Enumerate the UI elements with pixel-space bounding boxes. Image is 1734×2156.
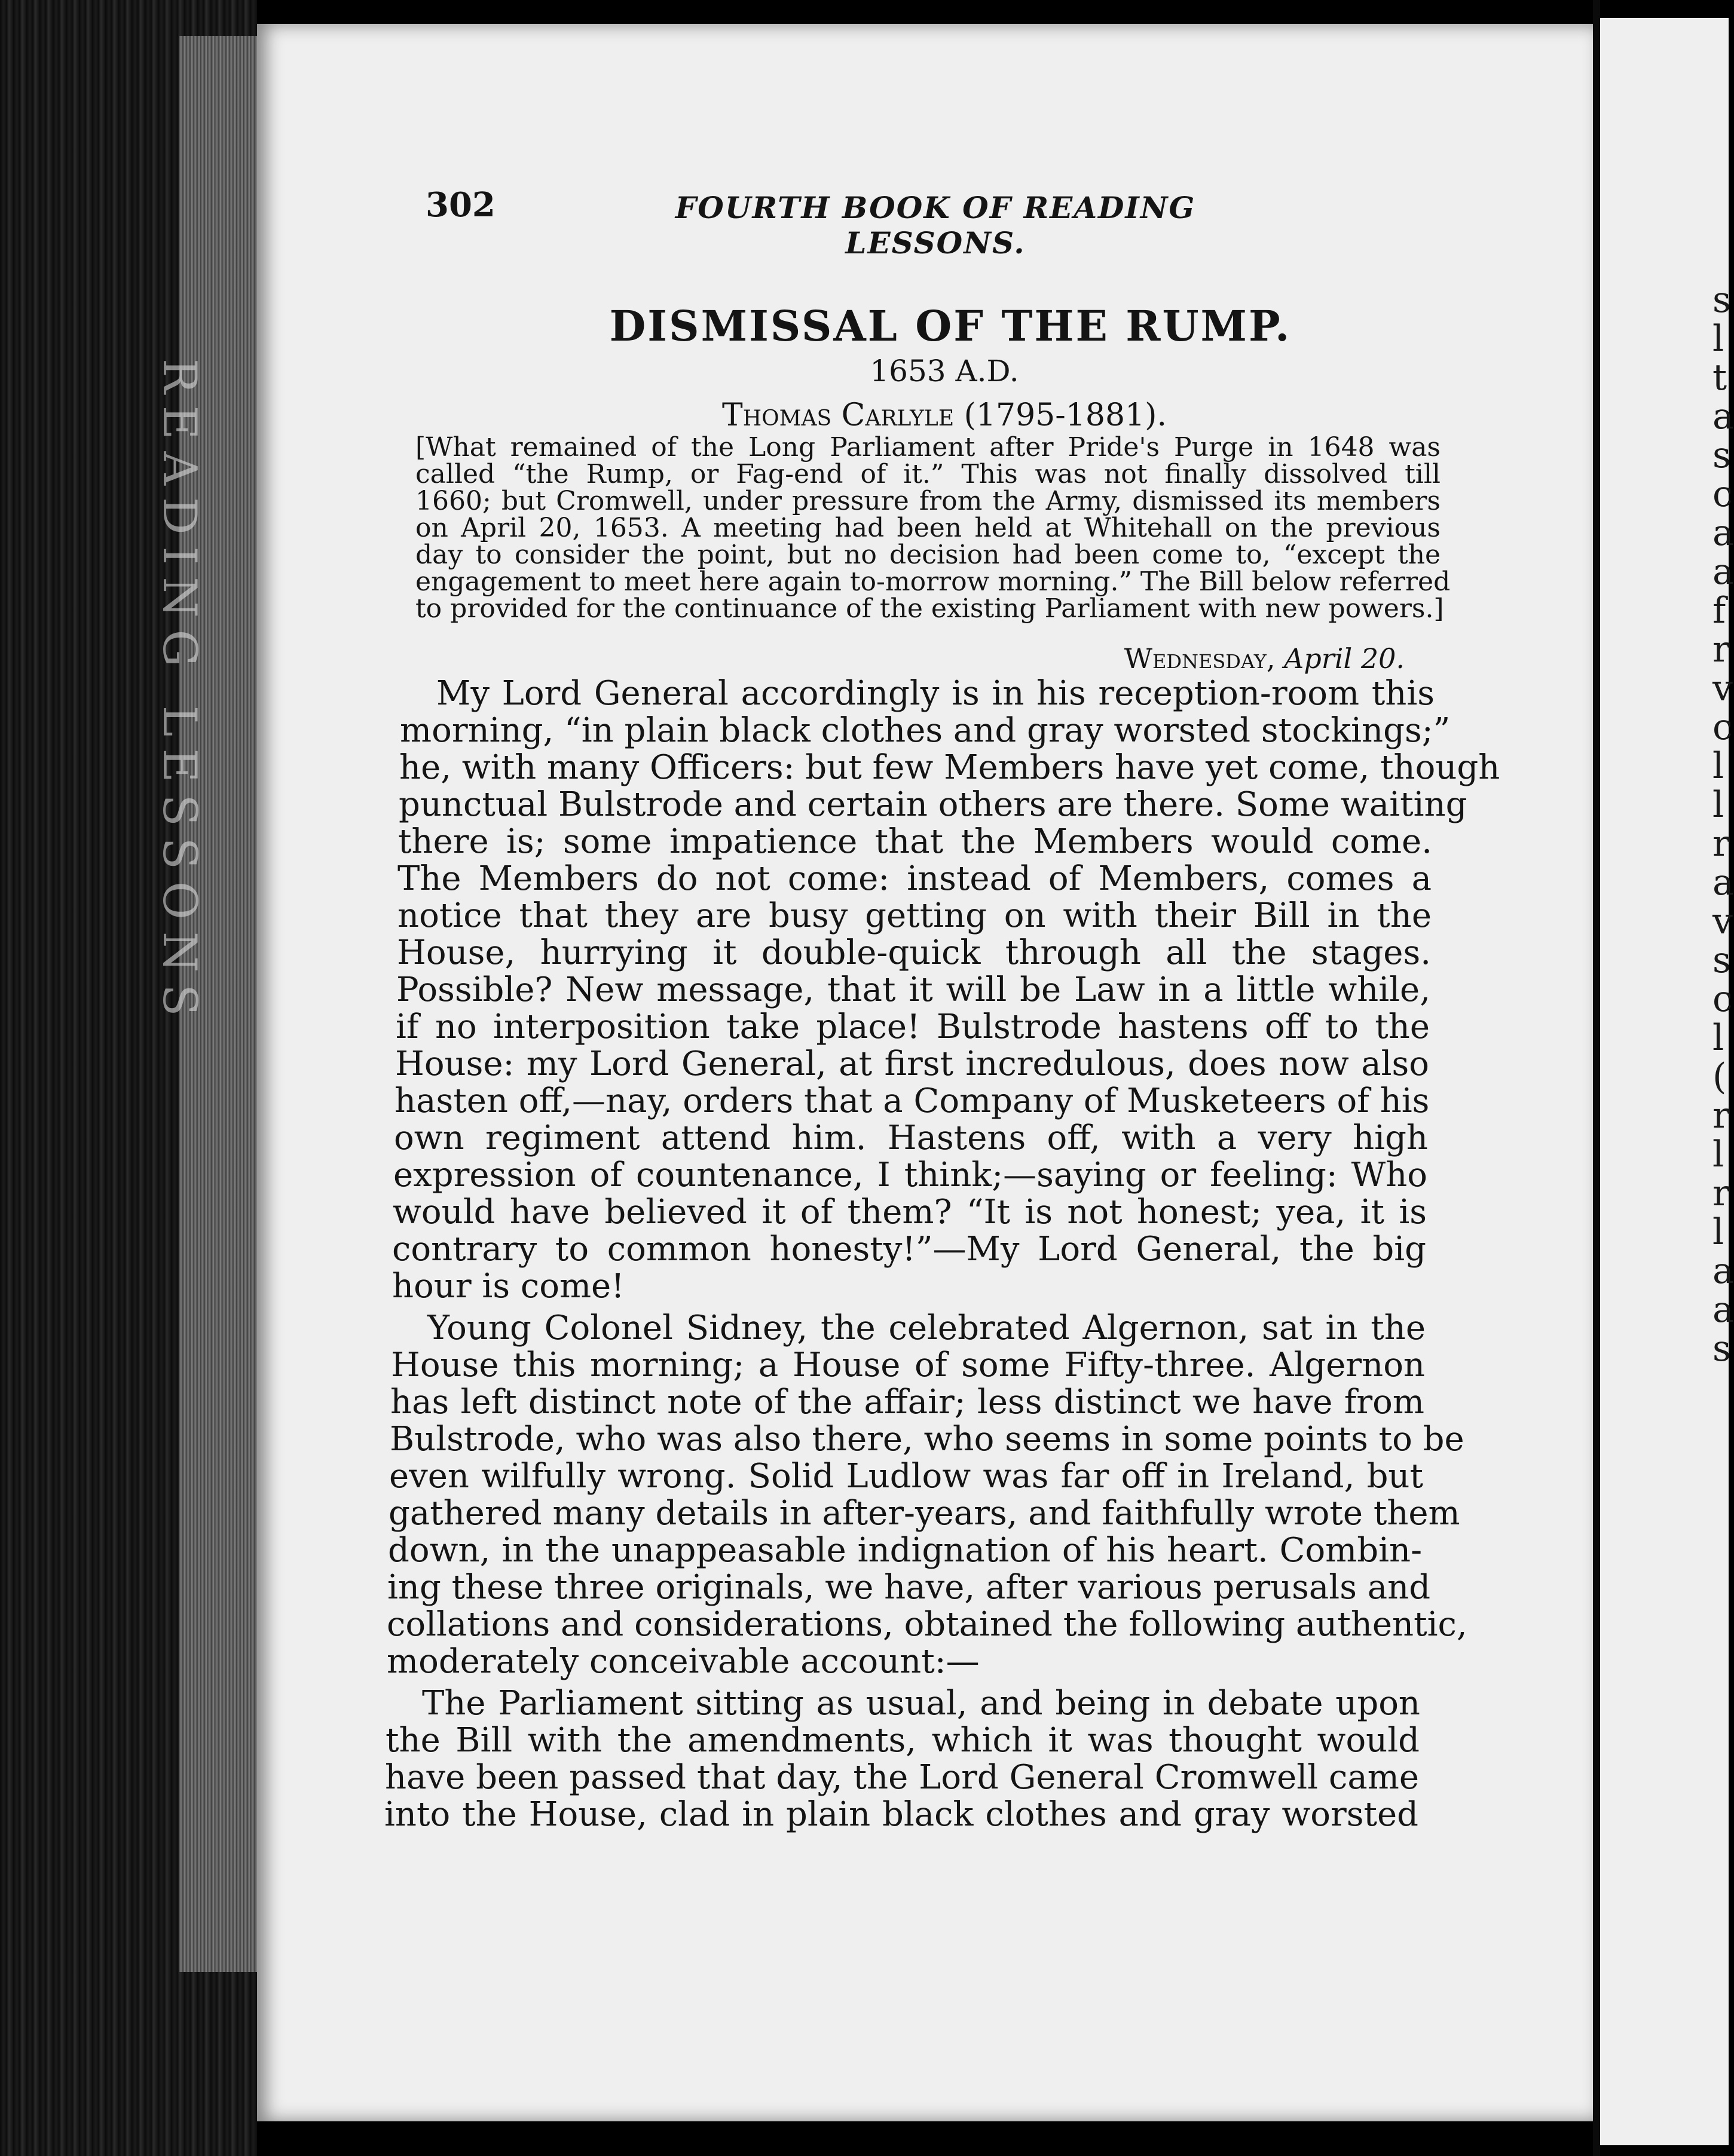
intro-line: engagement to meet here again to-morrow morning.” The Bill below referred	[415, 566, 1451, 597]
next-page-letter: l	[1712, 318, 1724, 360]
next-page-letters	[1712, 279, 1734, 1370]
body-line: notice that they are busy getting on with their Bill in the	[397, 896, 1432, 935]
body-line: down, in the unappeasable indignation of his heart. Combin-	[388, 1531, 1422, 1570]
body-line: collations and considerations, obtained the following authentic,	[387, 1605, 1467, 1644]
body-line: House: my Lord General, at first incredulous, does now also	[395, 1045, 1429, 1083]
next-page-letter: a	[1712, 862, 1734, 904]
next-page-letter: c	[1712, 978, 1733, 1020]
body-line: into the House, clad in plain black clothes and gray worsted	[384, 1795, 1418, 1834]
article-date: 1653 A.D.	[870, 354, 1019, 388]
next-page-letter: (	[1712, 1056, 1727, 1098]
next-page-letter: l	[1712, 1211, 1724, 1253]
next-page-letter: l	[1712, 1017, 1724, 1059]
body-line: has left distinct note of the affair; less distinct we have from	[390, 1383, 1424, 1422]
next-page-letter: s	[1712, 939, 1731, 981]
body-line: Possible? New message, that it will be Law in a little while,	[396, 970, 1430, 1009]
body-line: My Lord General accordingly is in his reception-room this	[436, 674, 1435, 713]
next-page-letter: s	[1712, 279, 1731, 321]
body-line: gathered many details in after-years, and faithfully wrote them	[389, 1494, 1460, 1533]
intro-line: to provided for the continuance of the existing Parliament with new powers.]	[415, 593, 1444, 624]
body-line: if no interposition take place! Bulstrode hastens off to the	[396, 1007, 1430, 1046]
dateline	[1106, 642, 1405, 675]
next-page-letter: v	[1712, 901, 1733, 942]
page-number: 302	[426, 185, 496, 225]
dateline-day: Wednesday,	[1124, 642, 1276, 675]
next-page-letter: v	[1712, 667, 1733, 709]
body-line: own regiment attend him. Hastens off, with a very high	[394, 1119, 1428, 1157]
next-page-letter: s	[1712, 1328, 1731, 1370]
intro-line: day to consider the point, but no decision had been come to, “except the	[415, 540, 1441, 570]
body-line: expression of countenance, I think;—saying or feeling: Who	[393, 1156, 1427, 1195]
intro-line: 1660; but Cromwell, under pressure from the Army, dismissed its members	[415, 486, 1441, 516]
spine-text: READING LESSONS	[152, 359, 206, 1028]
body-line: punctual Bulstrode and certain others are there. Some waiting	[399, 785, 1467, 824]
intro-line: [What remained of the Long Parliament after Pride's Purge in 1648 was	[415, 432, 1441, 463]
body-line: The Parliament sitting as usual, and being in debate upon	[422, 1684, 1420, 1723]
next-page-letter: l	[1712, 1134, 1724, 1175]
body-line: The Members do not come: instead of Members, comes a	[397, 859, 1432, 898]
body-line: the Bill with the amendments, which it was thought would	[386, 1721, 1420, 1760]
next-page-letter: l	[1712, 784, 1724, 826]
next-page-letter: c	[1712, 473, 1733, 515]
body-line: hasten off,—nay, orders that a Company of Musketeers of his	[394, 1082, 1430, 1120]
next-page-letter: r	[1712, 629, 1730, 670]
intro-line: on April 20, 1653. A meeting had been held at Whitehall on the previous	[415, 513, 1441, 543]
next-page-letter: c	[1712, 706, 1733, 748]
body-line: ing these three originals, we have, after various perusals and	[387, 1568, 1431, 1607]
body-line: he, with many Officers: but few Members have yet come, though	[399, 748, 1500, 787]
article-author: Thomas Carlyle (1795-1881).	[722, 397, 1167, 433]
body-line: would have believed it of them? “It is not honest; yea, it is	[393, 1193, 1427, 1232]
next-page-letter: a	[1712, 551, 1734, 593]
body-line: Bulstrode, who was also there, who seems in some points to be	[390, 1420, 1464, 1459]
intro-line: called “the Rump, or Fag-end of it.” This was not finally dissolved till	[415, 459, 1441, 489]
dateline-date: April 20.	[1284, 642, 1405, 675]
next-page-letter: t	[1712, 357, 1727, 399]
next-page-letter: s	[1712, 434, 1731, 476]
body-line: there is; some impatience that the Members would come.	[398, 822, 1432, 861]
next-page-letter: a	[1712, 396, 1734, 437]
next-page-letter: r	[1712, 1172, 1730, 1214]
body-line: have been passed that day, the Lord General Cromwell came	[385, 1758, 1419, 1797]
page-gutter	[1593, 0, 1600, 2156]
body-line: Young Colonel Sidney, the celebrated Algernon, sat in the	[427, 1309, 1426, 1348]
running-header-title: FOURTH BOOK OF READING LESSONS.	[675, 190, 1196, 261]
next-page-letter: r	[1712, 823, 1730, 865]
body-line: hour is come!	[392, 1267, 625, 1306]
body-line: even wilfully wrong. Solid Ludlow was far off in Ireland, but	[389, 1457, 1423, 1496]
body-line: House, hurrying it double-quick through all the stages.	[397, 933, 1431, 972]
next-page-letter: l	[1712, 745, 1724, 787]
next-page-letter: r	[1712, 1095, 1730, 1137]
next-page-letter: a	[1712, 1289, 1734, 1331]
next-page-edge	[1600, 18, 1734, 2145]
article-title: DISMISSAL OF THE RUMP.	[609, 301, 1292, 351]
next-page-letter: f	[1712, 590, 1726, 632]
next-page-letter: a	[1712, 1250, 1734, 1292]
next-page-letter: a	[1712, 512, 1734, 554]
body-line: morning, “in plain black clothes and gray worsted stockings;”	[400, 711, 1451, 750]
body-line: House this morning; a House of some Fifty-three. Algernon	[391, 1346, 1425, 1385]
body-line: contrary to common honesty!”—My Lord General, the big	[392, 1230, 1426, 1269]
body-line: moderately conceivable account:—	[387, 1642, 980, 1681]
